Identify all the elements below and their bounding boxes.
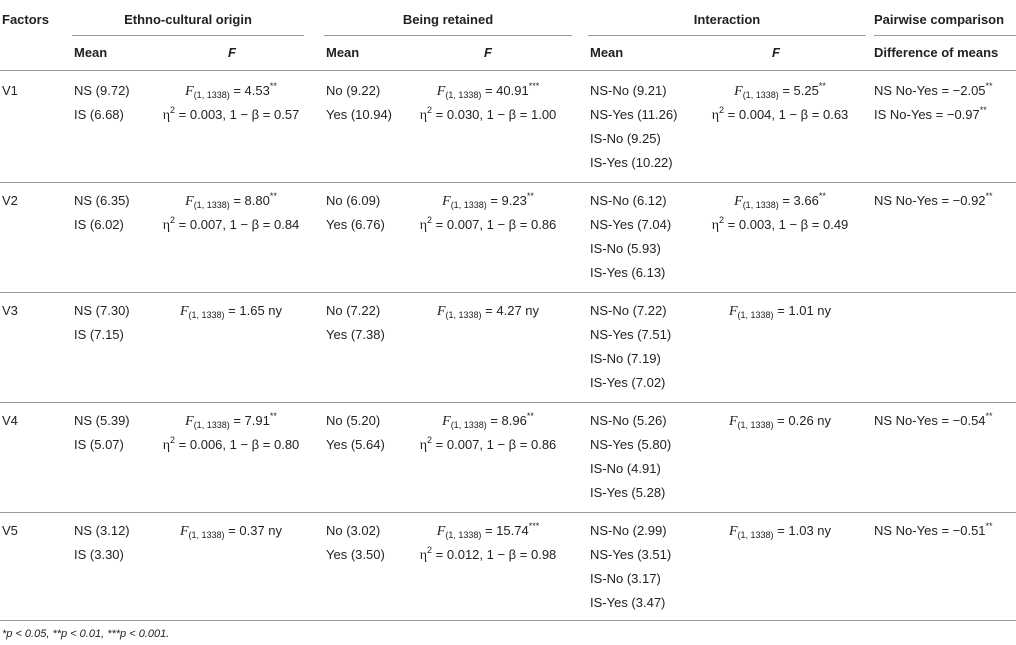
factor-label: V2 — [2, 193, 18, 208]
pairwise-value: NS No-Yes = −0.54 — [874, 413, 986, 428]
retained-f-line — [404, 82, 572, 106]
header-retained-f — [484, 44, 492, 62]
mean-item: IS (5.07) — [74, 437, 124, 452]
footnote: *p < 0.05, **p < 0.01, ***p < 0.001. — [2, 628, 170, 640]
significance-marker: *** — [528, 521, 540, 531]
retained-f-line — [404, 192, 572, 216]
ethno-f-line — [150, 412, 312, 436]
interaction-f-line — [694, 82, 866, 106]
ethno-means — [74, 522, 130, 570]
f-value: = 5.25 — [778, 83, 819, 98]
f-symbol: F — [442, 194, 451, 209]
ethno-f-stat — [150, 82, 312, 130]
retained-f-stat — [404, 412, 572, 460]
eta-power: 2 — [427, 105, 433, 115]
retained-f-stat — [404, 82, 572, 130]
eta-power: 2 — [719, 215, 725, 225]
mean-item: No (6.09) — [326, 193, 381, 208]
f-value: = 1.65 ny — [224, 303, 283, 318]
significance-marker: ** — [526, 411, 534, 421]
f-symbol: F — [179, 524, 189, 539]
eta-symbol: η — [162, 218, 171, 233]
pairwise-item — [874, 522, 993, 546]
interaction-means — [590, 192, 671, 288]
f-value: = 0.37 ny — [224, 523, 283, 538]
mean-item: NS-No (9.21) — [590, 83, 667, 98]
interaction-means — [590, 82, 677, 178]
eta-power: 2 — [719, 105, 725, 115]
f-value: = 4.53 — [229, 83, 270, 98]
pairwise-item — [874, 412, 993, 436]
retained-f-stat — [404, 522, 572, 570]
pairwise-differences — [874, 192, 993, 216]
f-symbol: F — [179, 304, 189, 319]
row-divider — [0, 292, 1016, 293]
retained-eta-line — [404, 546, 572, 570]
row-divider — [0, 182, 1016, 183]
interaction-f-stat — [694, 302, 866, 326]
ethno-f-line — [150, 302, 312, 326]
eta-power: 2 — [427, 215, 433, 225]
eta-value: = 0.007, 1 − β = 0.84 — [175, 217, 300, 232]
f-symbol: F — [734, 194, 743, 209]
header-pairwise-comparison: Pairwise comparison — [874, 12, 1005, 27]
header-bottom-rule — [0, 70, 1016, 71]
header-retained-mean: Mean — [326, 45, 360, 60]
eta-power: 2 — [170, 435, 176, 445]
mean-item: Yes (3.50) — [326, 547, 385, 562]
header-difference-of-means: Difference of means — [874, 45, 999, 60]
mean-item: No (3.02) — [326, 523, 381, 538]
mean-item: NS (5.39) — [74, 413, 130, 428]
f-degrees: (1, 1338) — [450, 200, 487, 210]
ethno-f-stat — [150, 522, 312, 546]
interaction-means — [590, 412, 671, 508]
retained-eta-line — [404, 436, 572, 460]
ethno-means — [74, 192, 130, 240]
mean-item: NS-Yes (5.80) — [590, 437, 672, 452]
f-value: = 7.91 — [229, 413, 270, 428]
interaction-f-line — [694, 302, 866, 326]
header-interaction-mean: Mean — [590, 45, 624, 60]
f-value: = 15.74 — [481, 523, 529, 538]
retained-f-stat — [404, 192, 572, 240]
mean-item: NS (7.30) — [74, 303, 130, 318]
f-degrees: (1, 1338) — [188, 530, 225, 540]
interaction-f-stat — [694, 522, 866, 546]
mean-item: NS (6.35) — [74, 193, 130, 208]
interaction-f-line — [694, 522, 866, 546]
ethno-f-stat — [150, 192, 312, 240]
ethno-f-line — [150, 192, 312, 216]
ethno-f-line — [150, 522, 312, 546]
interaction-f-stat — [694, 412, 866, 436]
factor-label: V4 — [2, 413, 18, 428]
eta-symbol: η — [419, 438, 428, 453]
retained-f-line — [404, 522, 572, 546]
retained-f-line — [404, 302, 572, 326]
f-degrees: (1, 1338) — [450, 420, 487, 430]
f-symbol: F — [728, 414, 738, 429]
header-ethno-cultural-origin: Ethno-cultural origin — [124, 12, 252, 27]
mean-item: NS-No (6.12) — [590, 193, 667, 208]
mean-item: NS-Yes (11.26) — [590, 107, 678, 122]
interaction-f-stat — [694, 82, 866, 130]
eta-value: = 0.006, 1 − β = 0.80 — [175, 437, 300, 452]
ethno-underline — [72, 35, 304, 36]
mean-item: IS-No (3.17) — [590, 571, 661, 586]
interaction-f-line — [694, 192, 866, 216]
eta-value: = 0.007, 1 − β = 0.86 — [432, 217, 557, 232]
f-symbol: F — [436, 84, 446, 99]
f-symbol: F — [734, 84, 743, 99]
f-symbol: F — [185, 84, 194, 99]
mean-item: Yes (10.94) — [326, 107, 393, 122]
mean-item: IS (6.68) — [74, 107, 124, 122]
f-degrees: (1, 1338) — [742, 200, 779, 210]
mean-item: IS-Yes (10.22) — [590, 155, 673, 170]
interaction-f-line — [694, 412, 866, 436]
eta-symbol: η — [419, 218, 428, 233]
ethno-f-stat — [150, 302, 312, 326]
eta-symbol: η — [419, 548, 428, 563]
f-degrees: (1, 1338) — [188, 310, 225, 320]
retained-underline — [324, 35, 572, 36]
significance-marker: ** — [985, 81, 993, 91]
interaction-underline — [588, 35, 866, 36]
f-value: = 9.23 — [486, 193, 527, 208]
pairwise-differences — [874, 412, 993, 436]
significance-marker: ** — [985, 191, 993, 201]
eta-symbol: η — [419, 108, 428, 123]
pairwise-value: NS No-Yes = −0.92 — [874, 193, 986, 208]
mean-item: NS-No (2.99) — [590, 523, 667, 538]
significance-marker: ** — [985, 521, 993, 531]
mean-item: NS-No (7.22) — [590, 303, 667, 318]
ethno-means — [74, 82, 130, 130]
f-degrees: (1, 1338) — [193, 90, 230, 100]
interaction-eta-line — [694, 216, 866, 240]
pairwise-differences — [874, 82, 993, 130]
f-value: = 0.26 ny — [773, 413, 832, 428]
header-interaction: Interaction — [693, 12, 761, 27]
eta-symbol: η — [162, 108, 171, 123]
pairwise-item — [874, 192, 993, 216]
f-value: = 1.01 ny — [773, 303, 832, 318]
eta-value: = 0.007, 1 − β = 0.86 — [432, 437, 557, 452]
significance-marker: ** — [818, 191, 826, 201]
f-value: = 3.66 — [778, 193, 819, 208]
retained-means — [326, 522, 385, 570]
header-ethno-mean: Mean — [74, 45, 108, 60]
significance-marker: ** — [269, 191, 277, 201]
mean-item: IS-No (4.91) — [590, 461, 661, 476]
f-value: = 4.27 ny — [481, 303, 540, 318]
significance-marker: ** — [979, 105, 987, 115]
retained-f-stat — [404, 302, 572, 326]
mean-item: Yes (5.64) — [326, 437, 385, 452]
f-symbol: F — [185, 194, 194, 209]
f-label: F — [772, 45, 780, 60]
ethno-eta-line — [150, 216, 312, 240]
eta-value: = 0.012, 1 − β = 0.98 — [432, 547, 557, 562]
pairwise-underline — [874, 35, 1016, 36]
f-symbol: F — [185, 414, 194, 429]
f-value: = 1.03 ny — [773, 523, 832, 538]
mean-item: IS-Yes (7.02) — [590, 375, 666, 390]
mean-item: IS-No (9.25) — [590, 131, 661, 146]
mean-item: NS-No (5.26) — [590, 413, 667, 428]
pairwise-value: NS No-Yes = −2.05 — [874, 83, 986, 98]
f-value: = 8.80 — [229, 193, 270, 208]
mean-item: NS (9.72) — [74, 83, 130, 98]
header-being-retained: Being retained — [402, 12, 494, 27]
f-degrees: (1, 1338) — [737, 310, 774, 320]
f-degrees: (1, 1338) — [742, 90, 779, 100]
mean-item: IS (6.02) — [74, 217, 124, 232]
factor-label: V5 — [2, 523, 18, 538]
mean-item: NS-Yes (7.51) — [590, 327, 672, 342]
f-label: F — [484, 45, 492, 60]
retained-f-line — [404, 412, 572, 436]
factor-label: V1 — [2, 83, 18, 98]
mean-item: IS-No (7.19) — [590, 351, 661, 366]
interaction-means — [590, 522, 671, 618]
retained-eta-line — [404, 106, 572, 130]
pairwise-item — [874, 106, 993, 130]
mean-item: NS-Yes (7.04) — [590, 217, 672, 232]
mean-item: IS-Yes (3.47) — [590, 595, 666, 610]
ethno-eta-line — [150, 106, 312, 130]
significance-marker: ** — [269, 81, 277, 91]
eta-power: 2 — [427, 435, 433, 445]
significance-marker: ** — [985, 411, 993, 421]
f-degrees: (1, 1338) — [737, 420, 774, 430]
interaction-eta-line — [694, 106, 866, 130]
table-bottom-rule — [0, 620, 1016, 621]
f-value: = 8.96 — [486, 413, 527, 428]
mean-item: IS-Yes (6.13) — [590, 265, 666, 280]
pairwise-item — [874, 82, 993, 106]
eta-value: = 0.030, 1 − β = 1.00 — [432, 107, 557, 122]
f-symbol: F — [728, 524, 738, 539]
row-divider — [0, 402, 1016, 403]
eta-symbol: η — [711, 108, 720, 123]
factor-label: V3 — [2, 303, 18, 318]
ethno-f-line — [150, 82, 312, 106]
mean-item: NS-Yes (3.51) — [590, 547, 672, 562]
retained-means — [326, 412, 385, 460]
header-interaction-f — [772, 44, 780, 62]
f-symbol: F — [442, 414, 451, 429]
header-factors: Factors — [2, 12, 49, 27]
retained-means — [326, 192, 385, 240]
eta-power: 2 — [427, 545, 433, 555]
mean-item: IS-Yes (5.28) — [590, 485, 666, 500]
f-degrees: (1, 1338) — [445, 310, 482, 320]
eta-power: 2 — [170, 105, 176, 115]
f-value: = 40.91 — [481, 83, 529, 98]
mean-item: NS (3.12) — [74, 523, 130, 538]
header-ethno-f — [228, 44, 236, 62]
eta-value: = 0.003, 1 − β = 0.49 — [724, 217, 849, 232]
significance-marker: *** — [528, 81, 540, 91]
f-degrees: (1, 1338) — [193, 200, 230, 210]
retained-eta-line — [404, 216, 572, 240]
pairwise-value: IS No-Yes = −0.97 — [874, 107, 980, 122]
mean-item: No (7.22) — [326, 303, 381, 318]
significance-marker: ** — [269, 411, 277, 421]
ethno-means — [74, 302, 130, 350]
interaction-means — [590, 302, 671, 398]
f-degrees: (1, 1338) — [737, 530, 774, 540]
significance-marker: ** — [818, 81, 826, 91]
pairwise-differences — [874, 522, 993, 546]
mean-item: Yes (6.76) — [326, 217, 385, 232]
pairwise-value: NS No-Yes = −0.51 — [874, 523, 986, 538]
f-degrees: (1, 1338) — [445, 90, 482, 100]
eta-value: = 0.003, 1 − β = 0.57 — [175, 107, 300, 122]
f-symbol: F — [436, 524, 446, 539]
ethno-eta-line — [150, 436, 312, 460]
retained-means — [326, 302, 385, 350]
ethno-means — [74, 412, 130, 460]
mean-item: IS (7.15) — [74, 327, 124, 342]
f-label: F — [228, 45, 236, 60]
f-degrees: (1, 1338) — [193, 420, 230, 430]
mean-item: IS (3.30) — [74, 547, 124, 562]
mean-item: Yes (7.38) — [326, 327, 385, 342]
mean-item: No (5.20) — [326, 413, 381, 428]
f-symbol: F — [436, 304, 446, 319]
eta-value: = 0.004, 1 − β = 0.63 — [724, 107, 849, 122]
eta-power: 2 — [170, 215, 176, 225]
ethno-f-stat — [150, 412, 312, 460]
retained-means — [326, 82, 392, 130]
interaction-f-stat — [694, 192, 866, 240]
significance-marker: ** — [526, 191, 534, 201]
mean-item: IS-No (5.93) — [590, 241, 661, 256]
row-divider — [0, 512, 1016, 513]
mean-item: No (9.22) — [326, 83, 381, 98]
eta-symbol: η — [162, 438, 171, 453]
f-symbol: F — [728, 304, 738, 319]
f-degrees: (1, 1338) — [445, 530, 482, 540]
eta-symbol: η — [711, 218, 720, 233]
